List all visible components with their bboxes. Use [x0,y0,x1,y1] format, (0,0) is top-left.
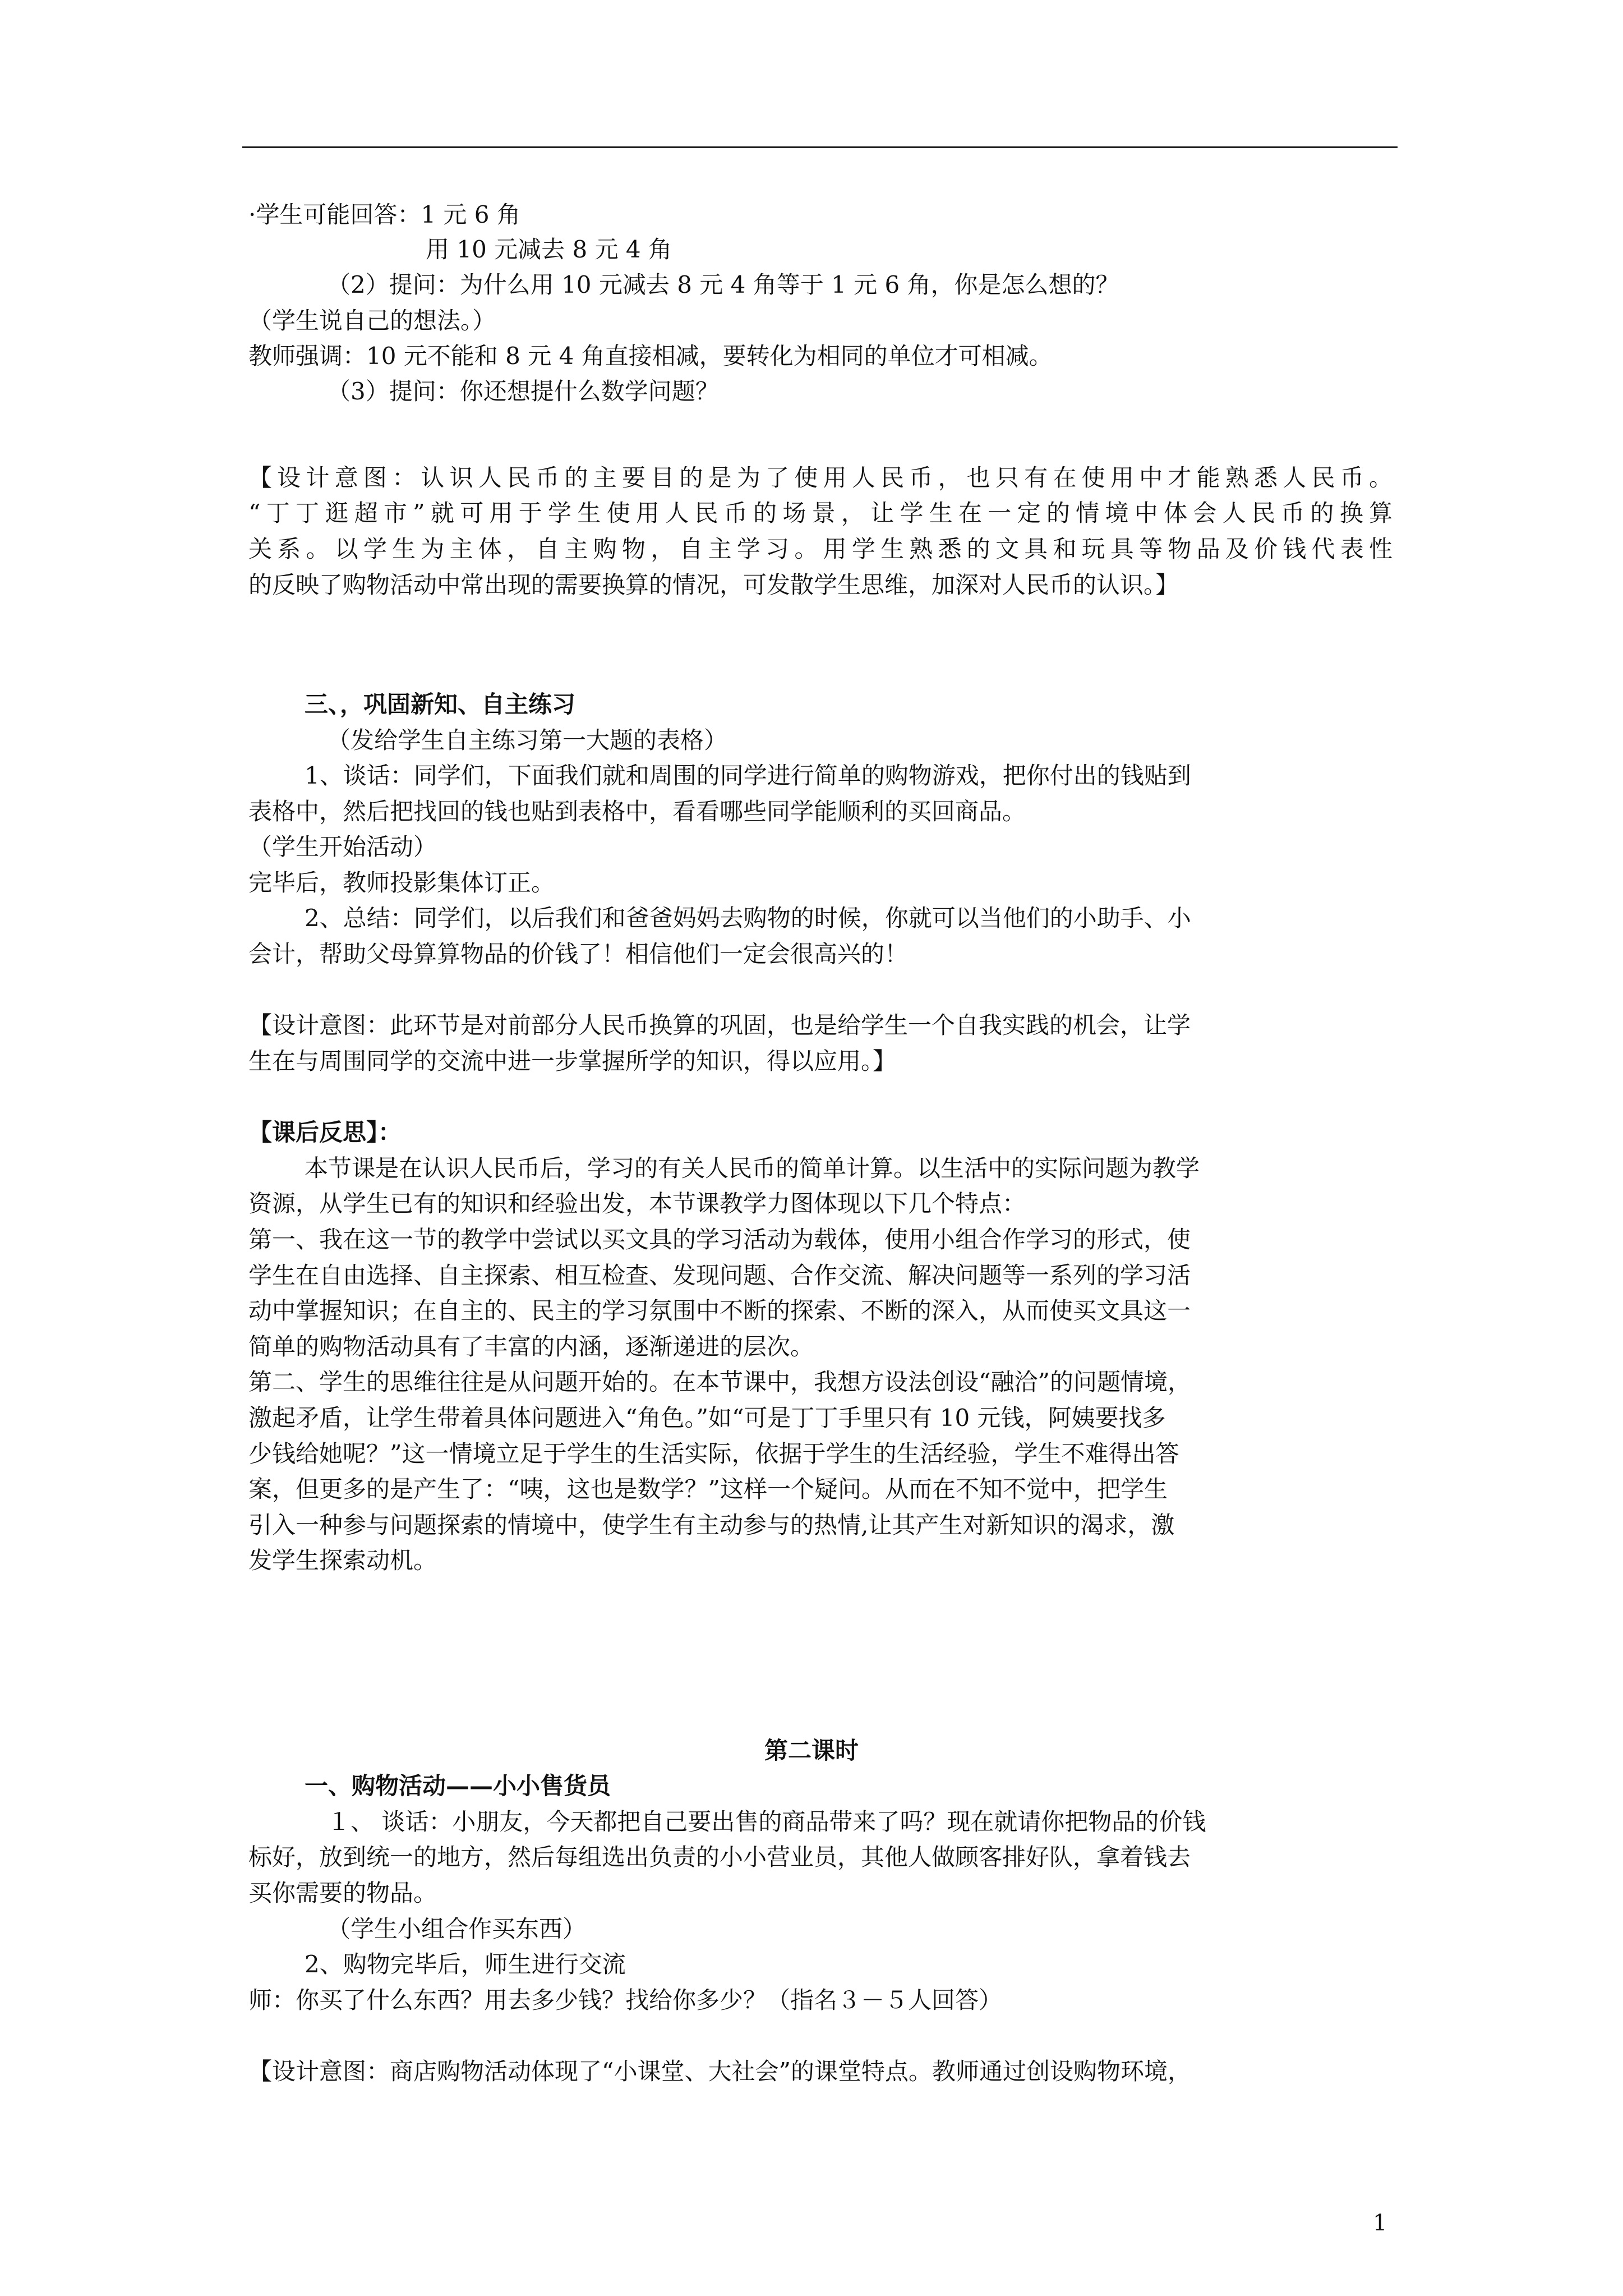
text-line: 2、总结：同学们，以后我们和爸爸妈妈去购物的时候，你就可以当他们的小助手、小 [305,904,1191,932]
text-line: １、 谈话：小朋友，今天都把自己要出售的商品带来了吗？现在就请你把物品的价钱 [327,1808,1206,1835]
text-line: 简单的购物活动具有了丰富的内涵，逐渐递进的层次。 [248,1333,814,1360]
design-intent-line: “丁丁逛超市”就可用于学生使用人民币的场景，让学生在一定的情境中体会人民币的换算 [248,499,1393,527]
text-line: （2）提问：为什么用 10 元减去 8 元 4 角等于 1 元 6 角，你是怎么想的？ [327,271,1119,298]
text-line: 教师强调：10 元不能和 8 元 4 角直接相减，要转化为相同的单位才可相减。 [248,342,1053,370]
text-line: ·学生可能回答：1 元 6 角 [248,201,520,228]
text-line: 2、购物完毕后，师生进行交流 [305,1950,626,1978]
reflection-heading: 【课后反思】： [248,1119,402,1146]
text-line: （学生小组合作买东西） [327,1915,587,1943]
text-line: 师：你买了什么东西？用去多少钱？找给你多少？（指名３－５人回答） [248,1986,1003,2014]
text-line: 用 10 元减去 8 元 4 角 [426,236,672,263]
text-line: 第二、学生的思维往往是从问题开始的。在本节课中，我想方设法创设“融洽”的问题情境， [248,1368,1191,1396]
design-intent-line: 【设计意图：此环节是对前部分人民币换算的巩固，也是给学生一个自我实践的机会，让学 [248,1011,1191,1039]
text-line: （学生说自己的想法。） [248,307,496,334]
section-heading: 三、，巩固新知、自主练习 [305,691,576,718]
header-rule [242,146,1398,148]
text-line: （3）提问：你还想提什么数学问题？ [327,378,719,405]
text-line: 标好，放到统一的地方，然后每组选出负责的小小营业员，其他人做顾客排好队，拿着钱去 [248,1843,1191,1871]
design-intent-line: 生在与周围同学的交流中进一步掌握所学的知识，得以应用。】 [248,1047,897,1075]
text-line: 引入一种参与问题探索的情境中，使学生有主动参与的热情,让其产生对新知识的渴求，激 [248,1511,1175,1539]
text-line: 学生在自由选择、自主探索、相互检查、发现问题、合作交流、解决问题等一系列的学习活 [248,1262,1191,1289]
text-line: 买你需要的物品。 [248,1879,437,1907]
text-line: 本节课是在认识人民币后，学习的有关人民币的简单计算。以生活中的实际问题为教学 [305,1154,1200,1182]
text-line: 第一、我在这一节的教学中尝试以买文具的学习活动为载体，使用小组合作学习的形式，使 [248,1226,1191,1253]
text-line: 资源，从学生已有的知识和经验出发，本节课教学力图体现以下几个特点： [248,1190,1026,1217]
text-line: （发给学生自主练习第一大题的表格） [327,726,728,754]
design-intent-line: 【设计意图：商店购物活动体现了“小课堂、大社会”的课堂特点。教师通过创设购物环境， [248,2058,1191,2085]
text-line: （学生开始活动） [248,833,437,861]
text-line: 会计，帮助父母算算物品的价钱了！相信他们一定会很高兴的！ [248,940,909,968]
section-heading: 一、购物活动——小小售货员 [305,1772,611,1800]
text-line: 动中掌握知识；在自主的、民主的学习氛围中不断的探索、不断的深入，从而使买文具这一 [248,1297,1191,1324]
text-line: 案，但更多的是产生了：“咦，这也是数学？”这样一个疑问。从而在不知不觉中，把学生 [248,1475,1168,1503]
text-line: 1、谈话：同学们，下面我们就和周围的同学进行简单的购物游戏，把你付出的钱贴到 [305,762,1191,789]
text-line: 完毕后，教师投影集体订正。 [248,869,555,896]
design-intent-line: 的反映了购物活动中常出现的需要换算的情况，可发散学生思维，加深对人民币的认识。】 [248,571,1179,599]
text-line: 表格中，然后把找回的钱也贴到表格中，看看哪些同学能顺利的买回商品。 [248,798,1026,825]
design-intent-line: 关系。以学生为主体，自主购物，自主学习。用学生熟悉的文具和玩具等物品及价钱代表性 [248,535,1393,563]
design-intent-line: 【设计意图：认识人民币的主要目的是为了使用人民币，也只有在使用中才能熟悉人民币。 [248,464,1393,491]
lesson-title: 第二课时 [764,1737,859,1764]
text-line: 发学生探索动机。 [248,1547,437,1574]
page-number: 1 [1373,2210,1387,2236]
text-line: 激起矛盾，让学生带着具体问题进入“角色。”如“可是丁丁手里只有 10 元钱，阿姨要找多 [248,1404,1166,1432]
text-line: 少钱给她呢？”这一情境立足于学生的生活实际，依据于学生的生活经验，学生不难得出答 [248,1440,1179,1467]
